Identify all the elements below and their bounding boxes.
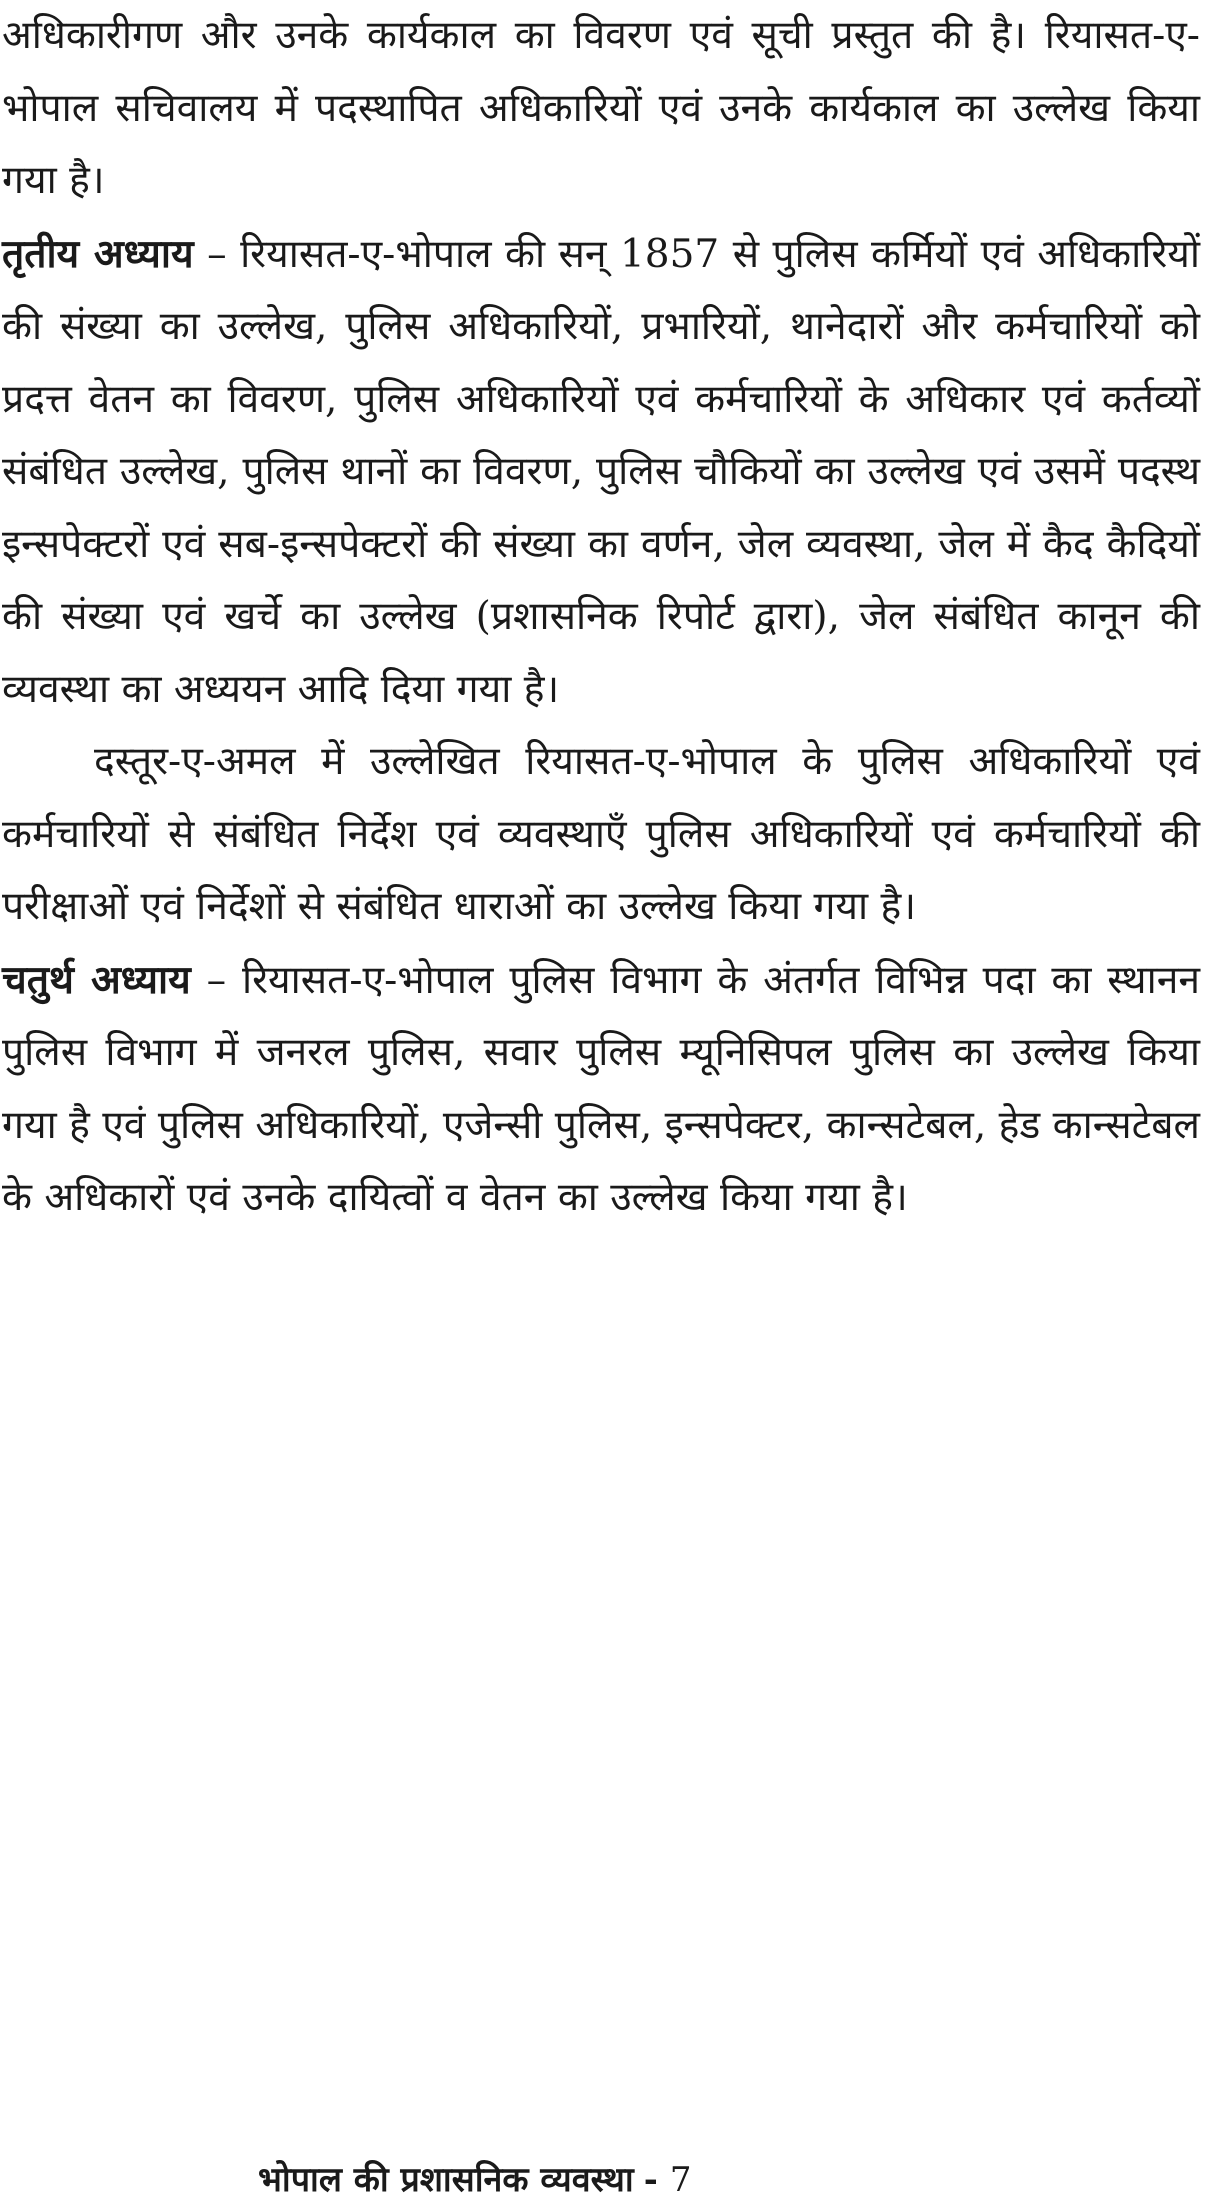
paragraph-officials-tenure: [2, 0, 1200, 218]
paragraph-dastur-e-amal: [2, 726, 1200, 944]
chapter-heading-fourth: चतुर्थ अध्याय: [2, 956, 191, 1003]
paragraph-text: रियासत-ए-भोपाल पुलिस विभाग के अंतर्गत विभिन्न पदा का स्थानन पुलिस विभाग में जनरल पुलिस, सवार पुलिस म्यूनिसिपल पुलिस का उल्लेख किया गया है एवं पुलिस अधिकारियों, एजेन्सी पुलिस, इन्सपेक्टर, कान्सटेबल, हेड कान्सटेबल के अधिकारों एवं उनके दायित्वों व वेतन का उल्लेख किया गया है।: [2, 957, 1200, 1220]
paragraph-text: दस्तूर-ए-अमल में उल्लेखित रियासत-ए-भोपाल के पुलिस अधिकारियों एवं कर्मचारियों से संबंधित निर्देश एवं व्यवस्थाएँ पुलिस अधिकारियों एवं कर्मचारियों की परीक्षाओं एवं निर्देशों से संबंधित धाराओं का उल्लेख किया गया है।: [2, 739, 1200, 929]
page-number: 7: [669, 2160, 692, 2200]
chapter-heading-third: तृतीय अध्याय: [2, 230, 194, 277]
paragraph-chapter-four: [2, 944, 1200, 1235]
footer-title: भोपाल की प्रशासनिक व्यवस्था: [258, 2160, 634, 2200]
paragraph-text: रियासत-ए-भोपाल की सन् 1857 से पुलिस कर्मियों एवं अधिकारियों की संख्या का उल्लेख, पुलिस अधिकारियों, प्रभारियों, थानेदारों और कर्मचारियों को प्रदत्त वेतन का विवरण, पुलिस अधिकारियों एवं कर्मचारियों के अधिकार एवं कर्तव्यों संबंधित उल्लेख, पुलिस थानों का विवरण, पुलिस चौकियों का उल्लेख एवं उसमें पदस्थ इन्सपेक्टरों एवं सब-इन्सपेक्टरों की संख्या का वर्णन, जेल व्यवस्था, जेल में कैद कैदियों की संख्या एवं खर्चे का उल्लेख (प्रशासनिक रिपोर्ट द्वारा), जेल संबंधित कानून की व्यवस्था का अध्ययन आदि दिया गया है।: [2, 231, 1200, 712]
body-text: [2, 0, 1200, 1235]
page-footer: [258, 2158, 691, 2202]
heading-dash: –: [207, 231, 227, 277]
footer-separator: -: [643, 2160, 658, 2200]
heading-dash: –: [206, 957, 227, 1003]
paragraph-chapter-three: [2, 218, 1200, 727]
paragraph-text: अधिकारीगण और उनके कार्यकाल का विवरण एवं सूची प्रस्तुत की है। रियासत-ए-भोपाल सचिवालय में पदस्थापित अधिकारियों एवं उनके कार्यकाल का उल्लेख किया गया है।: [2, 13, 1200, 203]
